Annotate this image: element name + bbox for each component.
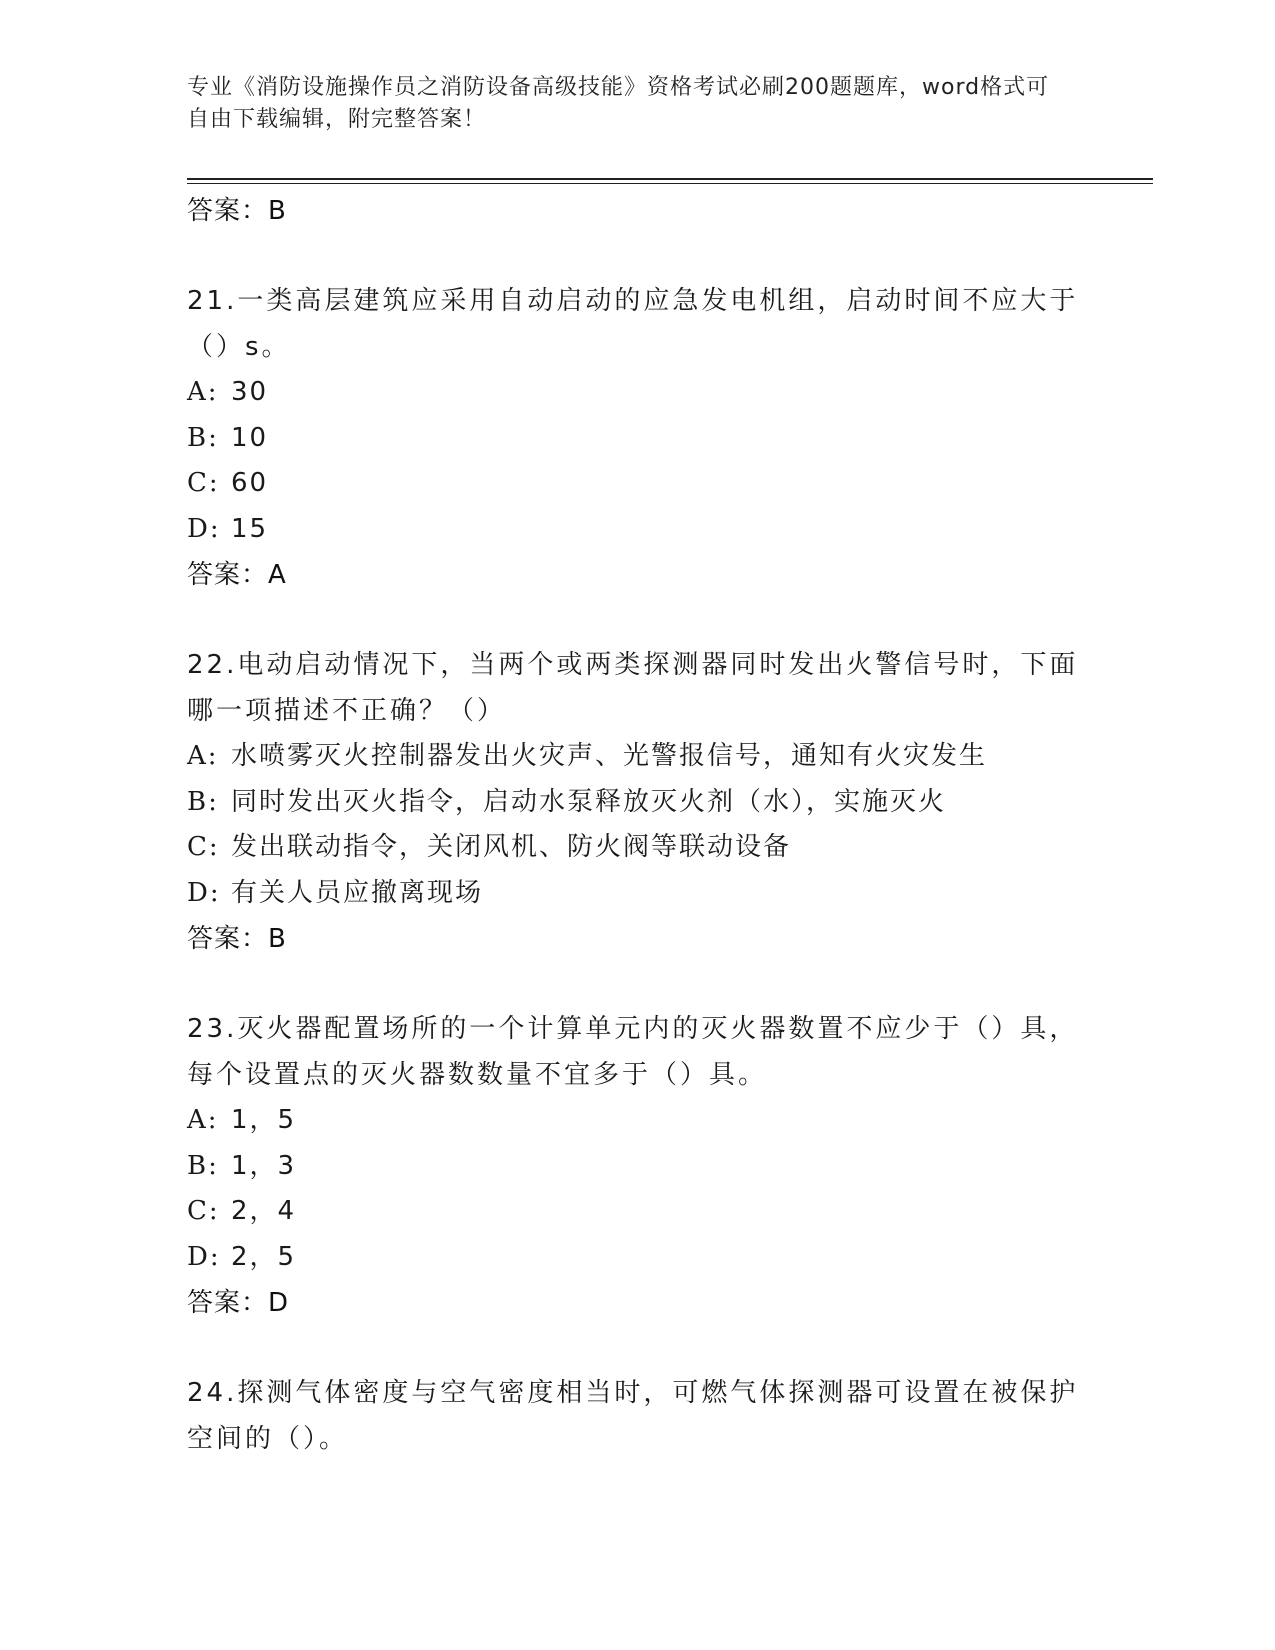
option-c: C: 2，4 bbox=[187, 1196, 297, 1226]
question-24 bbox=[187, 1370, 1087, 1462]
option-d: D: 2，5 bbox=[187, 1241, 297, 1272]
answer-line: 答案：A bbox=[187, 560, 287, 590]
question-23 bbox=[187, 1006, 1087, 1326]
header-rule-thin bbox=[187, 183, 1153, 184]
option-c: C: 60 bbox=[187, 468, 269, 498]
option-a: A: 水喷雾灭火控制器发出火灾声、光警报信号，通知有火灾发生 bbox=[187, 741, 988, 771]
question-stem: 21.一类高层建筑应采用自动启动的应急发电机组，启动时间不应大于（）s。 bbox=[187, 286, 1079, 362]
option-d: D: 有关人员应撤离现场 bbox=[187, 877, 484, 908]
answer-line: 答案：B bbox=[187, 196, 287, 226]
option-a: A: 30 bbox=[187, 377, 269, 407]
option-d: D: 15 bbox=[187, 513, 269, 544]
question-21 bbox=[187, 278, 1087, 598]
header-rule-thick bbox=[187, 178, 1153, 180]
question-stem: 23.灭火器配置场所的一个计算单元内的灭火器数置不应少于（）具，每个设置点的灭火器数数量不宜多于（）具。 bbox=[187, 1014, 1079, 1090]
document-body bbox=[187, 188, 1087, 1462]
question-22 bbox=[187, 642, 1087, 962]
option-c: C: 发出联动指令，关闭风机、防火阀等联动设备 bbox=[187, 832, 792, 862]
option-a: A: 1，5 bbox=[187, 1105, 297, 1135]
answer-line: 答案：B bbox=[187, 924, 287, 954]
answer-line: 答案：D bbox=[187, 1288, 290, 1318]
document-header: 专业《消防设施操作员之消防设备高级技能》资格考试必刷200题题库，word格式可自由下载编辑，附完整答案！ bbox=[187, 75, 1050, 132]
option-b: B: 10 bbox=[187, 422, 269, 453]
option-b: B: 1，3 bbox=[187, 1150, 297, 1181]
question-stem: 22.电动启动情况下，当两个或两类探测器同时发出火警信号时，下面哪一项描述不正确？（） bbox=[187, 650, 1079, 726]
option-b: B: 同时发出灭火指令，启动水泵释放灭火剂（水），实施灭火 bbox=[187, 786, 947, 817]
question-stem: 24.探测气体密度与空气密度相当时，可燃气体探测器可设置在被保护空间的（）。 bbox=[187, 1378, 1079, 1454]
